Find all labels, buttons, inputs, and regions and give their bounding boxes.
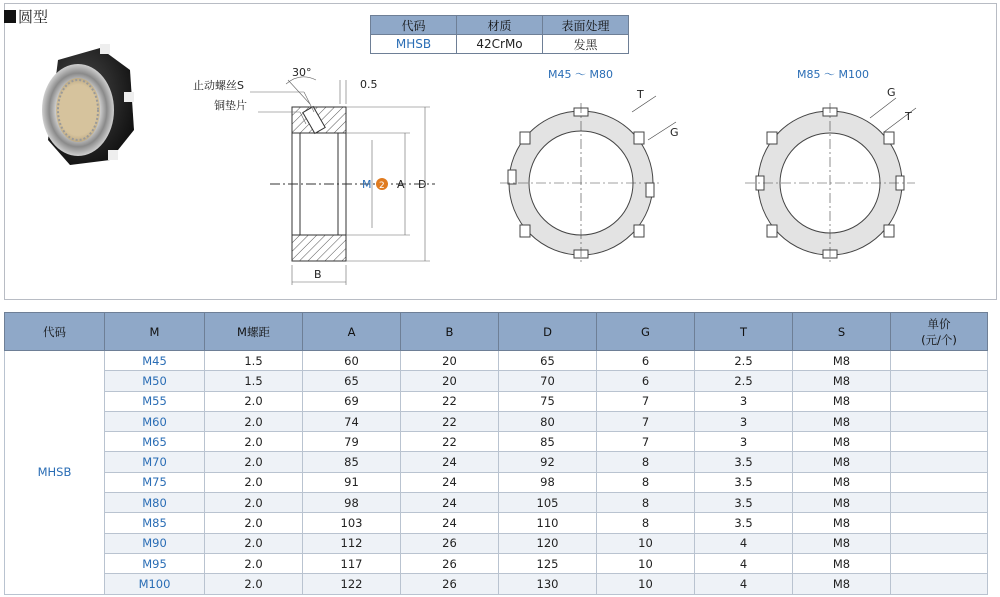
- table-row: [5, 472, 988, 492]
- cell-d: 105: [499, 493, 597, 513]
- cell-g: 10: [597, 574, 695, 594]
- cell-t: 3.5: [695, 513, 793, 533]
- dimension-table: [4, 312, 988, 595]
- col-price: [891, 313, 988, 351]
- cell-price: [891, 472, 988, 492]
- cell-price: [891, 351, 988, 371]
- cell-b: 20: [401, 371, 499, 391]
- cell-t: 3.5: [695, 472, 793, 492]
- cell-s: M8: [793, 472, 891, 492]
- cell-s: M8: [793, 533, 891, 553]
- col-d: D: [499, 313, 597, 351]
- col-a: A: [303, 313, 401, 351]
- view1-g-label: G: [670, 126, 679, 139]
- cell-m: M75: [105, 472, 205, 492]
- spec-material: 42CrMo: [457, 35, 543, 54]
- cell-d: 120: [499, 533, 597, 553]
- cell-b: 24: [401, 472, 499, 492]
- cell-m: M70: [105, 452, 205, 472]
- cell-s: M8: [793, 411, 891, 431]
- col-g: G: [597, 313, 695, 351]
- row-code-cell: MHSB: [5, 351, 105, 595]
- clearance-label: 0.5: [360, 78, 378, 91]
- table-row: [5, 452, 988, 472]
- cell-m: M80: [105, 493, 205, 513]
- cell-g: 8: [597, 493, 695, 513]
- product-photo: [42, 44, 134, 165]
- cell-pitch: 1.5: [205, 351, 303, 371]
- cell-d: 80: [499, 411, 597, 431]
- cell-price: [891, 411, 988, 431]
- cell-d: 75: [499, 391, 597, 411]
- cell-m: M50: [105, 371, 205, 391]
- cell-g: 8: [597, 513, 695, 533]
- table-row: [5, 553, 988, 573]
- dim-b-label: B: [314, 268, 322, 281]
- cell-g: 7: [597, 432, 695, 452]
- stop-screw-label: 止动螺丝S: [193, 79, 244, 92]
- cell-pitch: 2.0: [205, 574, 303, 594]
- cell-s: M8: [793, 553, 891, 573]
- cell-a: 122: [303, 574, 401, 594]
- cell-pitch: 2.0: [205, 391, 303, 411]
- cell-g: 7: [597, 411, 695, 431]
- cell-a: 79: [303, 432, 401, 452]
- spec-code: MHSB: [371, 35, 457, 54]
- copper-pad-label: 铜垫片: [214, 99, 247, 112]
- front-view-large: [745, 98, 916, 263]
- cell-t: 4: [695, 553, 793, 573]
- cell-pitch: 2.0: [205, 553, 303, 573]
- table-row: [5, 533, 988, 553]
- cell-price: [891, 391, 988, 411]
- cell-b: 26: [401, 574, 499, 594]
- col-pitch: M螺距: [205, 313, 303, 351]
- view2-title: M85 ～ M100: [797, 68, 869, 81]
- table-row: [5, 432, 988, 452]
- cell-b: 22: [401, 411, 499, 431]
- cell-price: [891, 371, 988, 391]
- col-code: 代码: [5, 313, 105, 351]
- cell-d: 125: [499, 553, 597, 573]
- angle-label: 30°: [292, 66, 312, 79]
- cell-b: 24: [401, 452, 499, 472]
- cell-s: M8: [793, 432, 891, 452]
- table-row: [5, 493, 988, 513]
- table-row: [5, 574, 988, 594]
- section-view: [250, 77, 435, 285]
- cell-s: M8: [793, 452, 891, 472]
- cell-m: M95: [105, 553, 205, 573]
- cell-pitch: 2.0: [205, 411, 303, 431]
- cell-d: 85: [499, 432, 597, 452]
- view2-g-label: G: [887, 86, 896, 99]
- cell-t: 4: [695, 574, 793, 594]
- front-view-small: [500, 96, 676, 263]
- cell-b: 24: [401, 493, 499, 513]
- cell-g: 8: [597, 472, 695, 492]
- cell-g: 6: [597, 371, 695, 391]
- spec-header-material: 材质: [457, 16, 543, 35]
- cell-s: M8: [793, 371, 891, 391]
- table-row: [5, 351, 988, 371]
- cell-t: 2.5: [695, 371, 793, 391]
- dim-a-label: A: [397, 178, 405, 191]
- cell-a: 65: [303, 371, 401, 391]
- cell-price: [891, 574, 988, 594]
- view1-title: M45 ～ M80: [548, 68, 613, 81]
- cell-m: M65: [105, 432, 205, 452]
- cell-d: 65: [499, 351, 597, 371]
- col-price-unit: (元/个): [921, 332, 957, 347]
- cell-a: 112: [303, 533, 401, 553]
- cell-price: [891, 533, 988, 553]
- table-header-row: [5, 313, 988, 351]
- cell-m: M90: [105, 533, 205, 553]
- cell-pitch: 2.0: [205, 533, 303, 553]
- spec-header-code: 代码: [371, 16, 457, 35]
- col-price-title: 单价: [927, 316, 951, 331]
- cell-a: 74: [303, 411, 401, 431]
- col-s: S: [793, 313, 891, 351]
- cell-b: 26: [401, 553, 499, 573]
- cell-g: 7: [597, 391, 695, 411]
- cell-s: M8: [793, 513, 891, 533]
- view1-t-label: T: [637, 88, 644, 101]
- cell-t: 3: [695, 432, 793, 452]
- cell-s: M8: [793, 493, 891, 513]
- cell-m: M45: [105, 351, 205, 371]
- cell-d: 92: [499, 452, 597, 472]
- cell-pitch: 2.0: [205, 432, 303, 452]
- cell-d: 98: [499, 472, 597, 492]
- dim-d-label: D: [418, 178, 427, 191]
- cell-price: [891, 553, 988, 573]
- cell-pitch: 2.0: [205, 493, 303, 513]
- cell-t: 2.5: [695, 351, 793, 371]
- table-row: [5, 411, 988, 431]
- cell-g: 10: [597, 553, 695, 573]
- cell-b: 22: [401, 432, 499, 452]
- cell-d: 110: [499, 513, 597, 533]
- cell-price: [891, 452, 988, 472]
- cell-a: 91: [303, 472, 401, 492]
- section-title-text: 圆型: [18, 8, 49, 26]
- cell-price: [891, 513, 988, 533]
- cell-g: 10: [597, 533, 695, 553]
- cell-a: 85: [303, 452, 401, 472]
- col-t: T: [695, 313, 793, 351]
- spec-header-surface: 表面处理: [543, 16, 629, 35]
- cell-t: 3.5: [695, 452, 793, 472]
- cell-pitch: 2.0: [205, 513, 303, 533]
- col-b: B: [401, 313, 499, 351]
- cell-m: M100: [105, 574, 205, 594]
- cell-s: M8: [793, 391, 891, 411]
- cell-a: 69: [303, 391, 401, 411]
- cell-t: 3: [695, 411, 793, 431]
- cell-price: [891, 493, 988, 513]
- cell-b: 22: [401, 391, 499, 411]
- view2-t-label: T: [905, 110, 912, 123]
- cell-t: 4: [695, 533, 793, 553]
- dim-m-label: M: [362, 178, 372, 191]
- cell-pitch: 2.0: [205, 472, 303, 492]
- cell-g: 6: [597, 351, 695, 371]
- cell-t: 3.5: [695, 493, 793, 513]
- cell-m: M85: [105, 513, 205, 533]
- cell-m: M55: [105, 391, 205, 411]
- cell-price: [891, 432, 988, 452]
- cell-g: 8: [597, 452, 695, 472]
- spec-surface: 发黑: [543, 35, 629, 54]
- cell-a: 60: [303, 351, 401, 371]
- cell-pitch: 2.0: [205, 452, 303, 472]
- table-row: [5, 391, 988, 411]
- table-row: [5, 513, 988, 533]
- cell-t: 3: [695, 391, 793, 411]
- cell-b: 26: [401, 533, 499, 553]
- cell-d: 70: [499, 371, 597, 391]
- badge-number: 2: [379, 181, 385, 191]
- cell-s: M8: [793, 574, 891, 594]
- cell-pitch: 1.5: [205, 371, 303, 391]
- col-m: M: [105, 313, 205, 351]
- table-row: [5, 371, 988, 391]
- cell-m: M60: [105, 411, 205, 431]
- cell-a: 103: [303, 513, 401, 533]
- cell-s: M8: [793, 351, 891, 371]
- cell-b: 20: [401, 351, 499, 371]
- cell-a: 98: [303, 493, 401, 513]
- cell-d: 130: [499, 574, 597, 594]
- cell-a: 117: [303, 553, 401, 573]
- cell-b: 24: [401, 513, 499, 533]
